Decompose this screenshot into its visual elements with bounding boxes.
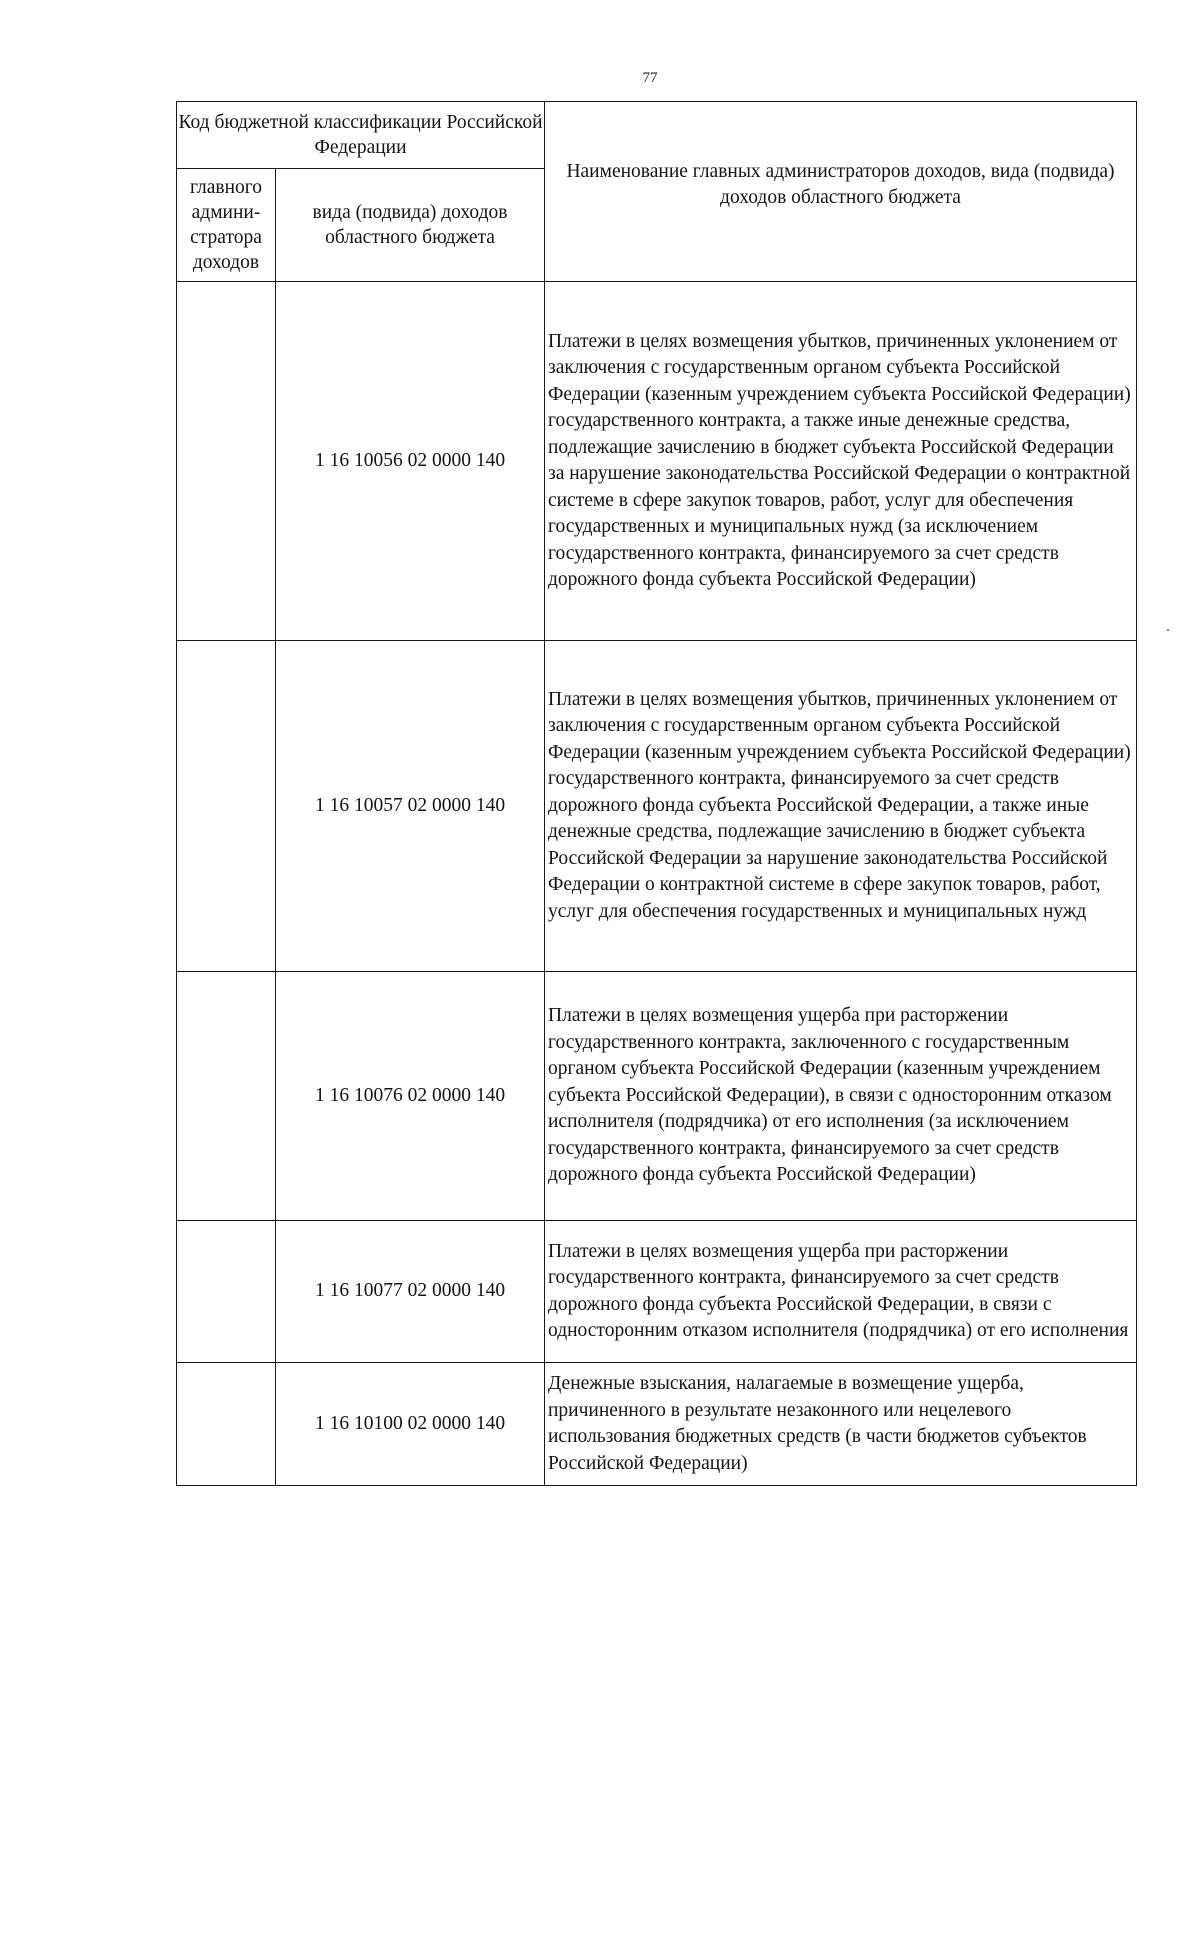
budget-classification-table	[176, 101, 1137, 1486]
table-row	[177, 1363, 1137, 1486]
header-name-column	[545, 102, 1137, 282]
page-number: 77	[642, 70, 658, 86]
admin-cell	[177, 282, 276, 641]
header-admin-column	[177, 169, 276, 282]
scan-speck	[1167, 629, 1169, 631]
table-row	[177, 1221, 1137, 1363]
header-code-title: вида (подвида) доходов областного бюджета	[312, 202, 508, 248]
code-cell: 1 16 10100 02 0000 140	[276, 1363, 545, 1486]
admin-cell	[177, 972, 276, 1221]
code-cell: 1 16 10056 02 0000 140	[276, 282, 545, 641]
name-cell: Платежи в целях возмещения убытков, причиненных уклонением от заключения с государственным органом субъекта Российской Федерации (казенным учреждением субъекта Российской Федерации) государственного контракта, финансируемого за счет средств дорожного фонда субъекта Российской Федерации, а также иные денежные средства, подлежащие зачислению в бюджет субъекта Российской Федерации за нарушение законодательства Российской Федерации о контрактной системе в сфере закупок товаров, работ, услуг для обеспечения государственных и муниципальных нужд	[545, 641, 1137, 972]
header-admin-title: главного админи-стратора доходов	[189, 177, 263, 273]
admin-cell	[177, 1221, 276, 1363]
name-cell: Денежные взыскания, налагаемые в возмещение ущерба, причиненного в результате незаконного или нецелевого использования бюджетных средств (в части бюджетов субъектов Российской Федерации)	[545, 1363, 1137, 1486]
header-name-title: Наименование главных администраторов доходов, вида (подвида) доходов областного бюджета	[566, 160, 1115, 208]
name-cell: Платежи в целях возмещения ущерба при расторжении государственного контракта, заключенного с государственным органом субъекта Российской Федерации (казенным учреждением субъекта Российской Федерации), в связи с односторонним отказом исполнителя (подрядчика) от его исполнения (за исключением государственного контракта, финансируемого за счет средств дорожного фонда субъекта Российской Федерации)	[545, 972, 1137, 1221]
admin-cell	[177, 641, 276, 972]
table-row	[177, 641, 1137, 972]
code-cell: 1 16 10057 02 0000 140	[276, 641, 545, 972]
name-cell: Платежи в целях возмещения ущерба при расторжении государственного контракта, финансируемого за счет средств дорожного фонда субъекта Российской Федерации, в связи с односторонним отказом исполнителя (подрядчика) от его исполнения	[545, 1221, 1137, 1363]
table-row	[177, 972, 1137, 1221]
header-code-column	[276, 169, 545, 282]
code-cell: 1 16 10077 02 0000 140	[276, 1221, 545, 1363]
table-row	[177, 282, 1137, 641]
code-cell: 1 16 10076 02 0000 140	[276, 972, 545, 1221]
header-budget-code-group	[177, 102, 545, 169]
table-header-row	[177, 102, 1137, 169]
name-cell: Платежи в целях возмещения убытков, причиненных уклонением от заключения с государственным органом субъекта Российской Федерации (казенным учреждением субъекта Российской Федерации) государственного контракта, а также иные денежные средства, подлежащие зачислению в бюджет субъекта Российской Федерации за нарушение законодательства Российской Федерации о контрактной системе в сфере закупок товаров, работ, услуг для обеспечения государственных и муниципальных нужд (за исключением государственного контракта, финансируемого за счет средств дорожного фонда субъекта Российской Федерации)	[545, 282, 1137, 641]
admin-cell	[177, 1363, 276, 1486]
header-group-title: Код бюджетной классификации Российской Федерации	[178, 112, 543, 158]
